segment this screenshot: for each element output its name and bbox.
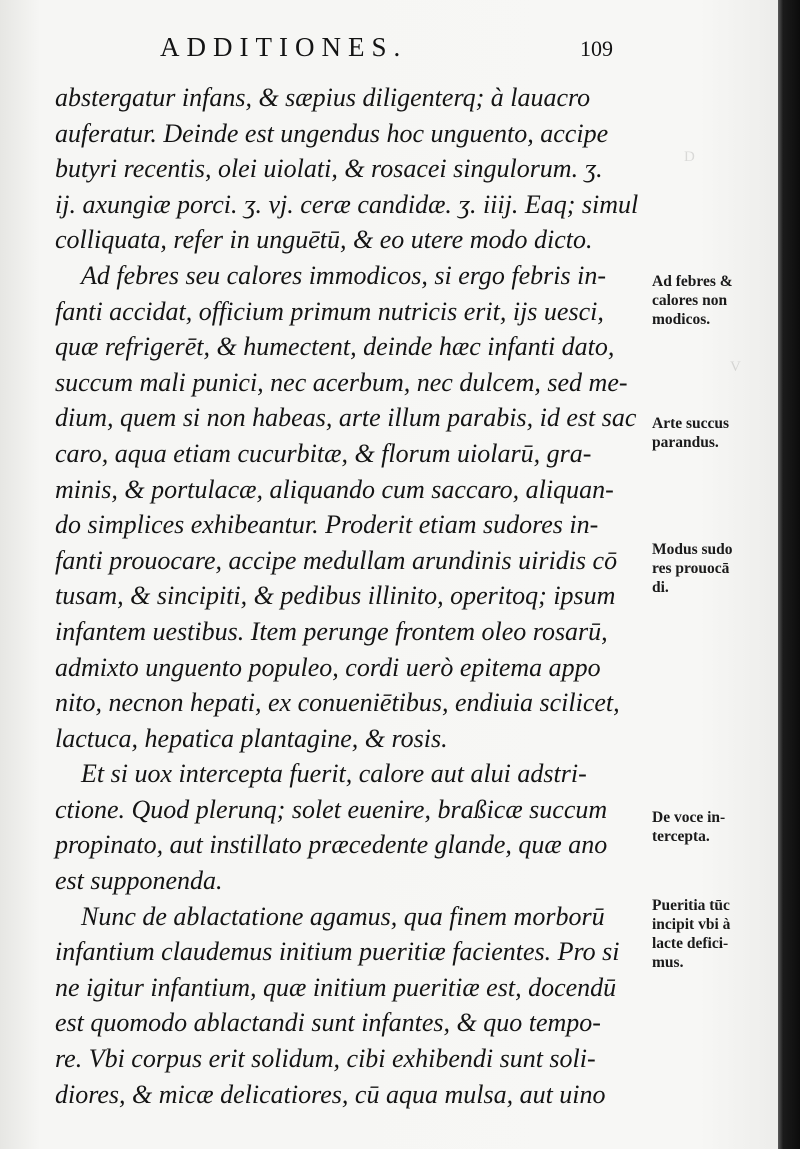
margin-note: [652, 414, 770, 452]
margin-note-line: parandus.: [652, 434, 719, 451]
text-line: ij. axungiæ porci. ʒ. vj. ceræ candidæ. ʒ. iiij. Eaq; simul: [55, 189, 639, 219]
text-line: ctione. Quod plerunq; solet euenire, braßicæ succum: [55, 794, 608, 824]
text-line: fanti prouocare, accipe medullam arundinis uiridis cō: [55, 545, 618, 575]
text-line: Et si uox intercepta fuerit, calore aut alui adstri-: [81, 759, 587, 789]
text-line: infantem uestibus. Item perunge frontem oleo rosarū,: [55, 616, 608, 646]
text-line: lactuca, hepatica plantagine, & rosis.: [55, 723, 448, 753]
text-line: succum mali punici, nec acerbum, nec dulcem, sed me-: [55, 367, 628, 397]
text-line: admixto unguento populeo, cordi uerò epitema appo: [55, 652, 601, 682]
text-line: do simplices exhibeantur. Proderit etiam sudores in-: [55, 510, 599, 540]
margin-note: [652, 540, 770, 597]
margin-note-line: incipit vbi à: [652, 916, 731, 933]
running-head: ADDITIONES.: [160, 32, 408, 62]
body-text: [55, 80, 645, 1112]
text-line: Nunc de ablactatione agamus, qua finem morborū: [81, 901, 605, 931]
page-header: [160, 32, 613, 72]
margin-note-line: Arte succus: [652, 415, 730, 432]
margin-note-line: lacte defici-: [652, 935, 729, 952]
text-line: diores, & micæ delicatiores, cū aqua mulsa, aut uino: [55, 1079, 606, 1109]
text-line: nito, necnon hepati, ex conueniētibus, endiuia scilicet,: [55, 688, 620, 718]
page-number: 109: [580, 36, 613, 61]
margin-note-line: calores non: [652, 292, 728, 309]
bleed-through-text: V: [730, 359, 741, 375]
text-line: auferatur. Deinde est ungendus hoc unguento, accipe: [55, 118, 609, 148]
text-line: caro, aqua etiam cucurbitæ, & florum uiolarū, gra-: [55, 438, 592, 468]
text-line: ne igitur infantium, quæ initium pueritiæ est, docendū: [55, 972, 617, 1002]
text-line: butyri recentis, olei uiolati, & rosacei singulorum. ʒ.: [55, 154, 603, 184]
book-spine-shadow: [778, 0, 800, 1149]
text-line: abstergatur infans, & sæpius diligenterq; à lauacro: [55, 83, 591, 112]
margin-note-line: Pueritia tūc: [652, 897, 730, 914]
margin-note: [652, 272, 770, 329]
text-line: propinato, aut instillato præcedente glande, quæ ano: [55, 830, 608, 860]
text-line: infantium claudemus initium pueritiæ facientes. Pro si: [55, 937, 620, 967]
margin-note: [652, 808, 770, 846]
text-line: tusam, & sincipiti, & pedibus illinito, operitoq; ipsum: [55, 581, 616, 611]
text-line: est quomodo ablactandi sunt infantes, & quo tempo-: [55, 1008, 601, 1038]
margin-note-line: De voce in-: [652, 809, 726, 826]
text-line: est supponenda.: [55, 866, 223, 896]
text-line: re. Vbi corpus erit solidum, cibi exhibendi sunt soli-: [55, 1044, 596, 1074]
margin-note-line: Ad febres &: [652, 273, 733, 290]
text-line: Ad febres seu calores immodicos, si ergo febris in-: [81, 260, 606, 290]
margin-note-line: modicos.: [652, 311, 711, 328]
text-line: fanti accidat, officium primum nutricis erit, ijs uesci,: [55, 296, 604, 326]
margin-note-line: Modus sudo: [652, 541, 733, 558]
margin-note-line: di.: [652, 579, 669, 596]
bleed-through-text: D: [684, 149, 695, 165]
margin-note-line: mus.: [652, 954, 684, 971]
text-line: colliquata, refer in unguētū, & eo utere modo dicto.: [55, 225, 593, 255]
text-line: quæ refrigerēt, & humectent, deinde hæc infanti dato,: [55, 332, 615, 362]
text-line: minis, & portulacæ, aliquando cum saccaro, aliquan-: [55, 474, 614, 504]
margin-note-line: tercepta.: [652, 828, 710, 845]
margin-note: [652, 896, 770, 972]
margin-note-line: res prouocā: [652, 560, 730, 577]
text-line: dium, quem si non habeas, arte illum parabis, id est sac: [55, 403, 637, 433]
